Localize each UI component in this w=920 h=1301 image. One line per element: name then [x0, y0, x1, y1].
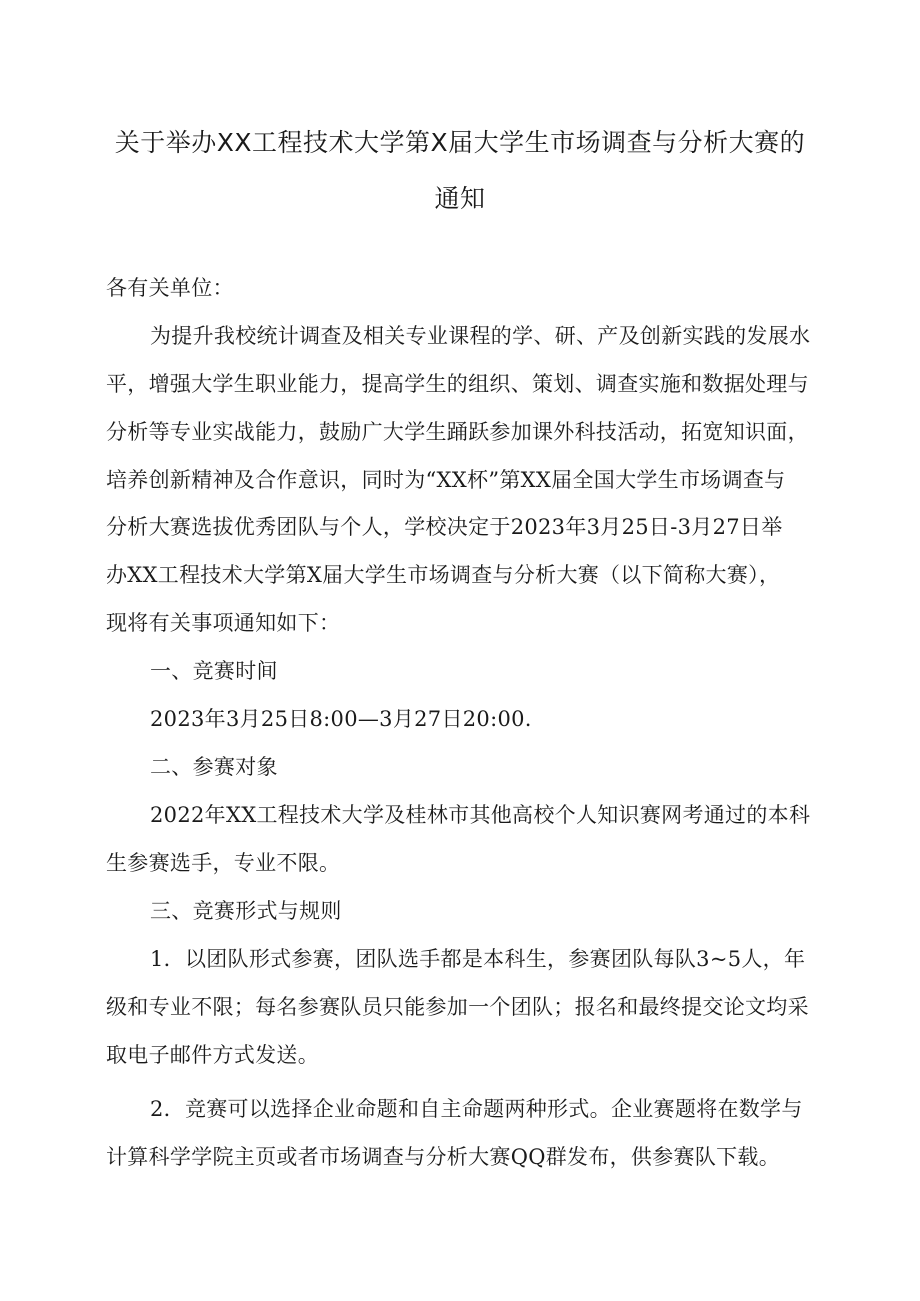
document-title [100, 115, 820, 227]
intro-line: 现将有关事项通知如下： [106, 611, 341, 635]
intro-line: 办XX工程技术大学第X届大学生市场调查与分析大赛（以下简称大赛）， [106, 563, 781, 587]
rule-2-line: 计算科学学院主页或者市场调查与分析大赛QQ群发布，供参赛队下载。 [106, 1145, 781, 1169]
participants-line: 2022年XX工程技术大学及桂林市其他高校个人知识赛网考通过的本科 [150, 803, 811, 827]
rule-1-line: 1．以团队形式参赛，团队选手都是本科生，参赛团队每队3~5人，年 [150, 947, 806, 971]
rule-2-line: 2．竞赛可以选择企业命题和自主命题两种形式。企业赛题将在数学与 [150, 1097, 803, 1121]
intro-line: 培养创新精神及合作意识，同时为“XX杯”第XX届全国大学生市场调查与 [106, 468, 786, 492]
salutation: 各有关单位： [106, 276, 234, 300]
intro-line: 为提升我校统计调查及相关专业课程的学、研、产及创新实践的发展水 [150, 324, 811, 348]
rule-1-line: 级和专业不限；每名参赛队员只能参加一个团队；报名和最终提交论文均采 [106, 995, 809, 1019]
competition-time-text: 2023年3月25日8:00—3月27日20:00. [150, 707, 532, 731]
title-line-2: 通知 [434, 184, 486, 213]
section-heading-format-rules: 三、竞赛形式与规则 [150, 899, 342, 923]
rule-1-line: 取电子邮件方式发送。 [106, 1043, 319, 1067]
participants-line: 生参赛选手，专业不限。 [106, 851, 341, 875]
section-heading-competition-time: 一、竞赛时间 [150, 659, 278, 683]
intro-line: 平，增强大学生职业能力，提高学生的组织、策划、调查实施和数据处理与 [106, 372, 809, 396]
title-line-1: 关于举办XX工程技术大学第X届大学生市场调查与分析大赛的 [114, 128, 806, 157]
intro-line: 分析等专业实战能力，鼓励广大学生踊跃参加课外科技活动，拓宽知识面， [106, 420, 809, 444]
section-heading-participants: 二、参赛对象 [150, 755, 278, 779]
intro-line: 分析大赛选拔优秀团队与个人，学校决定于2023年3月25日-3月27日举 [106, 515, 783, 539]
